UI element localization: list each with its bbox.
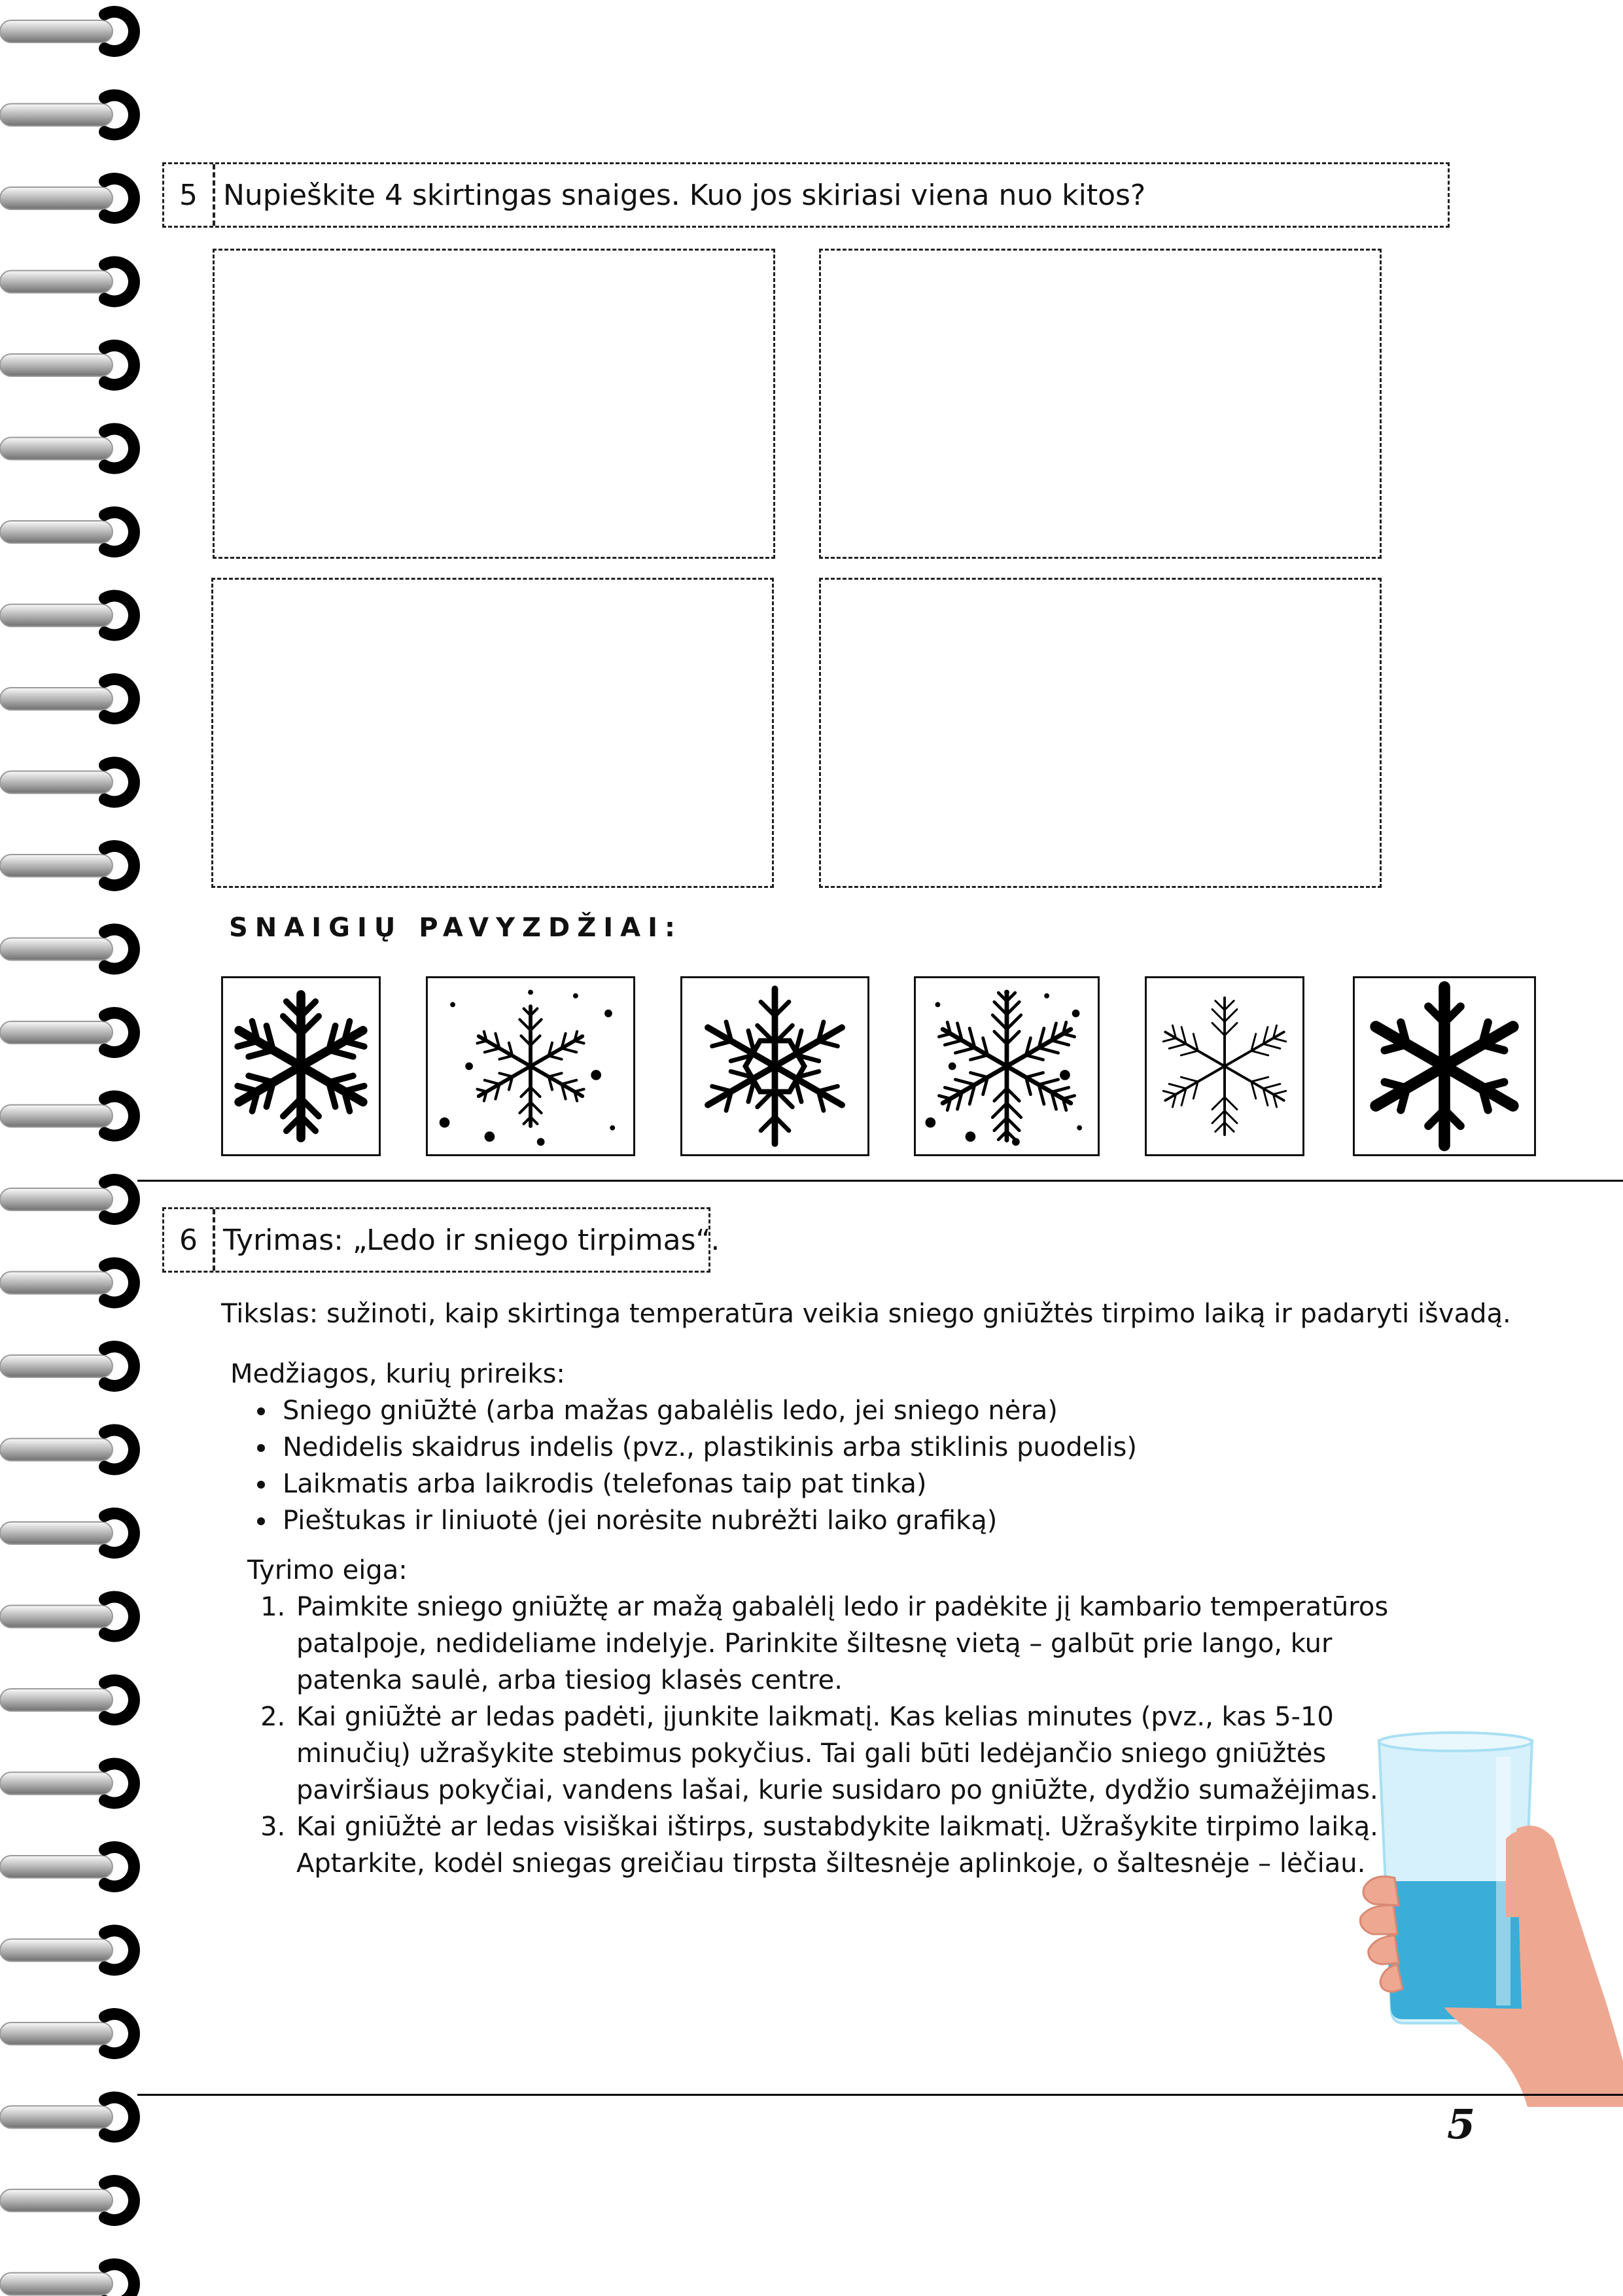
snowflake-example-1 — [221, 976, 381, 1156]
spiral-ring — [0, 938, 113, 961]
finger-1 — [1363, 1877, 1399, 1905]
step-item: 1. Paimkite sniego gniūžtę ar mažą gabalėlį ledo ir padėkite jį kambario temperatūros patalpoje, nedideliame indelyje. Parinkite šiltesnę vietą – galbūt prie lango, kur patenka saulė, arba tiesiog klasės centre. — [294, 1589, 1406, 1699]
glass-rim — [1379, 1733, 1532, 1751]
spiral-ring — [0, 1105, 113, 1127]
spiral-ring — [0, 1021, 113, 1044]
list-item: • Laikmatis arba laikrodis (telefonas taip pat tinka) — [277, 1466, 1137, 1502]
snowflake-icon — [916, 978, 1098, 1154]
spiral-ring — [0, 855, 113, 877]
spiral-ring — [0, 521, 113, 543]
task-6-header — [162, 1207, 720, 1273]
spiral-ring — [0, 1355, 113, 1377]
spiral-ring — [0, 1856, 113, 1878]
spiral-ring — [0, 1689, 113, 1711]
finger-3 — [1369, 1935, 1399, 1964]
spiral-ring — [0, 771, 113, 794]
drawing-area-3[interactable] — [211, 578, 774, 888]
task-prompt: Nupieškite 4 skirtingas snaiges. Kuo jos skiriasi viena nuo kitos? — [223, 178, 1146, 212]
spiral-ring — [0, 2022, 113, 2045]
list-item: • Pieštukas ir liniuotė (jei norėsite nubrėžti laiko grafiką) — [277, 1502, 1137, 1539]
snowflake-icon — [428, 978, 633, 1154]
spiral-ring — [0, 20, 113, 43]
task-title: Tyrimas: „Ledo ir sniego tirpimas“. — [223, 1223, 720, 1257]
snowflake-example-3 — [680, 976, 869, 1156]
procedure-steps — [256, 1589, 1406, 1882]
snowflake-example-5 — [1145, 976, 1304, 1156]
spiral-binding — [0, 0, 157, 2296]
snowflake-example-2 — [426, 976, 635, 1156]
footer-line — [137, 2094, 1623, 2096]
spiral-ring — [0, 2106, 113, 2128]
spiral-ring — [0, 688, 113, 710]
task-5-header — [162, 162, 1450, 228]
procedure-label: Tyrimo eiga: — [247, 1555, 408, 1585]
spiral-ring — [0, 1272, 113, 1294]
spiral-ring — [0, 187, 113, 209]
drawing-area-4[interactable] — [819, 578, 1382, 888]
task-number: 5 — [164, 164, 215, 226]
examples-heading: SNAIGIŲ PAVYZDŽIAI: — [229, 913, 682, 943]
list-item: • Nedidelis skaidrus indelis (pvz., plastikinis arba stiklinis puodelis) — [277, 1429, 1137, 1466]
task-number: 6 — [164, 1209, 215, 1271]
snowflake-example-4 — [914, 976, 1100, 1156]
drawing-area-2[interactable] — [819, 249, 1382, 559]
drawing-area-1[interactable] — [213, 249, 775, 559]
page-number: 5 — [1447, 2100, 1476, 2148]
materials-list — [243, 1392, 1137, 1539]
goal-text: Tikslas: sužinoti, kaip skirtinga temperatūra veikia sniego gniūžtės tirpimo laiką ir padaryti išvadą. — [221, 1299, 1511, 1329]
spiral-ring — [0, 1939, 113, 1962]
snowflake-icon — [682, 978, 867, 1154]
snowflake-icon — [223, 978, 379, 1154]
step-item: 2. Kai gniūžtė ar ledas padėti, įjunkite laikmatį. Kas kelias minutes (pvz., kas 5-10 minučių) užrašykite stebimus pokyčius. Tai gali būti ledėjančio sniego gniūžtės paviršiaus pokyčiai, vandens lašai, kurie susidaro po gniūžte, dydžio sumažėjimas. — [294, 1699, 1406, 1809]
snowflake-example-6 — [1353, 976, 1536, 1156]
spiral-ring — [0, 1773, 113, 1795]
list-item: • Sniego gniūžtė (arba mažas gabalėlis ledo, jei sniego nėra) — [277, 1392, 1137, 1429]
spiral-ring — [0, 1606, 113, 1628]
spiral-ring — [0, 2273, 113, 2295]
snowflake-icon — [1355, 978, 1534, 1154]
spiral-ring — [0, 2189, 113, 2212]
spiral-ring — [0, 1522, 113, 1544]
spiral-ring — [0, 271, 113, 293]
materials-label: Medžiagos, kurių prireiks: — [230, 1359, 565, 1389]
spiral-ring — [0, 354, 113, 376]
snowflake-icon — [1147, 978, 1302, 1154]
spiral-ring — [0, 1188, 113, 1210]
spiral-ring — [0, 605, 113, 627]
step-item: 3. Kai gniūžtė ar ledas visiškai ištirps, sustabdykite laikmatį. Užrašykite tirpimo laiką. Aptarkite, kodėl sniegas greičiau tirpsta šiltesnėje aplinkoje, o šaltesnėje – lėčiau. — [294, 1809, 1406, 1882]
spiral-ring — [0, 104, 113, 126]
spiral-ring — [0, 438, 113, 460]
section-divider — [137, 1180, 1623, 1182]
spiral-ring — [0, 1439, 113, 1461]
hand-holding-glass-illustration — [1335, 1721, 1623, 2107]
finger-2 — [1360, 1905, 1397, 1934]
